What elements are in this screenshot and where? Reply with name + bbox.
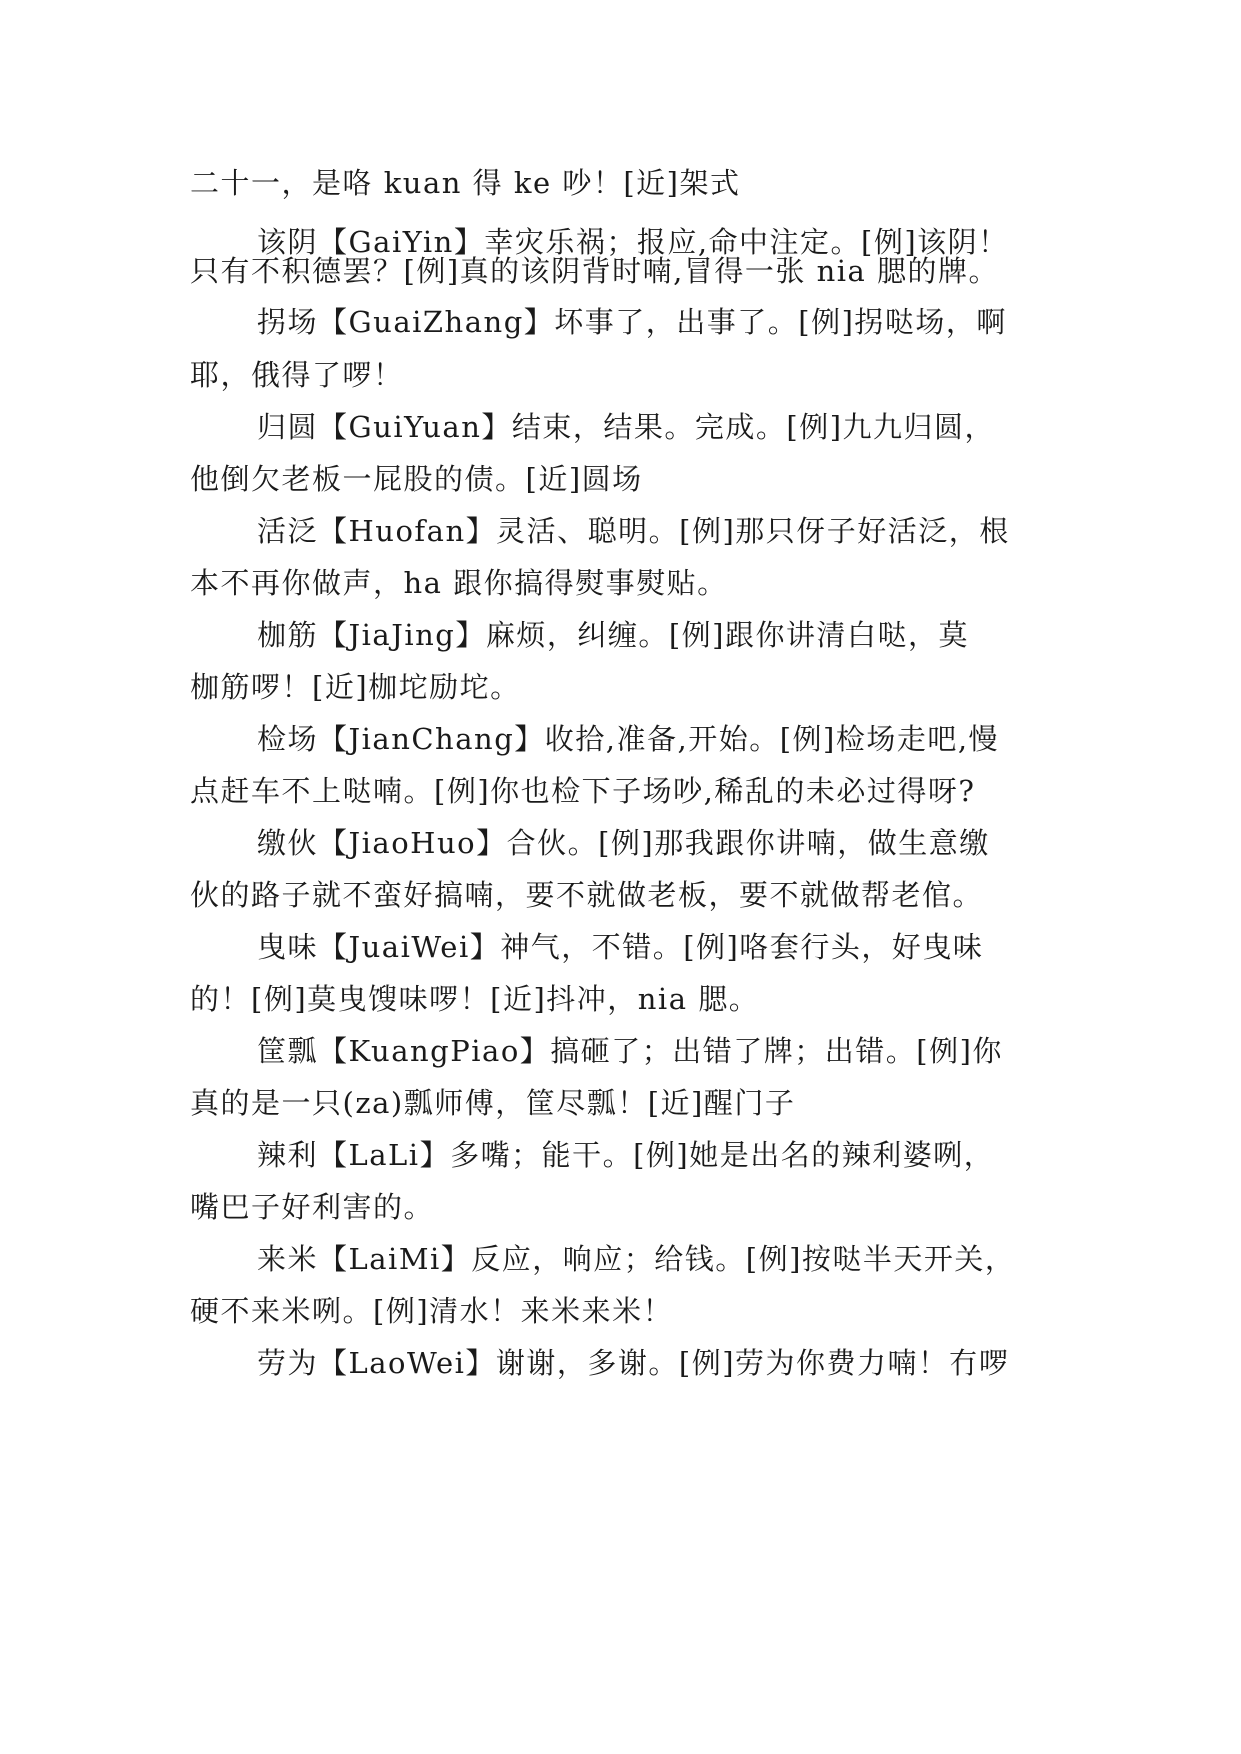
entry-jianchang: 检场【JianChang】收拾,准备,开始。[例]检场走吧,慢 — [257, 722, 1000, 756]
entry-laimi: 来米【LaiMi】反应，响应；给钱。[例]按哒半天开关， — [257, 1242, 1016, 1276]
text-line: 硬不来米咧。[例]清水！来米来米！ — [190, 1294, 674, 1328]
entry-juaiwei: 曳味【JuaiWei】神气，不错。[例]咯套行头，好曳味 — [257, 930, 984, 964]
text-line: 伙的路子就不蛮好搞喃，要不就做老板，要不就做帮老倌。 — [190, 878, 984, 912]
entry-gaiyin: 该阴【GaiYin】幸灾乐祸；报应,命中注定。[例]该阴！ — [257, 225, 1009, 259]
text-line: 嘴巴子好利害的。 — [190, 1190, 435, 1224]
entry-laowei: 劳为【LaoWei】谢谢，多谢。[例]劳为你费力喃！冇啰 — [257, 1346, 1010, 1380]
entry-jiajing: 枷筋【JiaJing】麻烦，纠缠。[例]跟你讲清白哒，莫 — [257, 618, 969, 652]
entry-huofan: 活泛【Huofan】灵活、聪明。[例]那只伢子好活泛，根 — [257, 514, 1010, 548]
text-line: 真的是一只(za)瓢师傅，筐尽瓢！[近]醒门子 — [190, 1086, 796, 1120]
text-line: 的！[例]莫曳馊味啰！[近]抖冲，nia 腮。 — [190, 982, 760, 1016]
text-line: 只有不积德罢？[例]真的该阴背时喃,冒得一张 nia 腮的牌。 — [190, 254, 1000, 288]
text-line: 他倒欠老板一屁股的债。[近]圆场 — [190, 462, 643, 496]
text-line: 二十一，是咯 kuan 得 ke 吵！[近]架式 — [190, 166, 741, 200]
entry-guaizhang: 拐场【GuaiZhang】坏事了，出事了。[例]拐哒场，啊 — [257, 305, 1007, 339]
entry-kuangpiao: 筐瓢【KuangPiao】搞砸了；出错了牌；出错。[例]你 — [257, 1034, 1003, 1068]
text-line: 耶，俄得了啰！ — [190, 358, 404, 392]
text-line: 点赶车不上哒喃。[例]你也检下子场吵,稀乱的未必过得呀? — [190, 774, 976, 808]
entry-jiaohuo: 缴伙【JiaoHuo】合伙。[例]那我跟你讲喃，做生意缴 — [257, 826, 990, 860]
text-line: 枷筋啰！[近]枷坨励坨。 — [190, 670, 521, 704]
entry-lali: 辣利【LaLi】多嘴；能干。[例]她是出名的辣利婆咧， — [257, 1138, 995, 1172]
text-line: 本不再你做声，ha 跟你搞得熨事熨贴。 — [190, 566, 728, 600]
entry-guiyuan: 归圆【GuiYuan】结束，结果。完成。[例]九九归圆， — [257, 410, 996, 444]
